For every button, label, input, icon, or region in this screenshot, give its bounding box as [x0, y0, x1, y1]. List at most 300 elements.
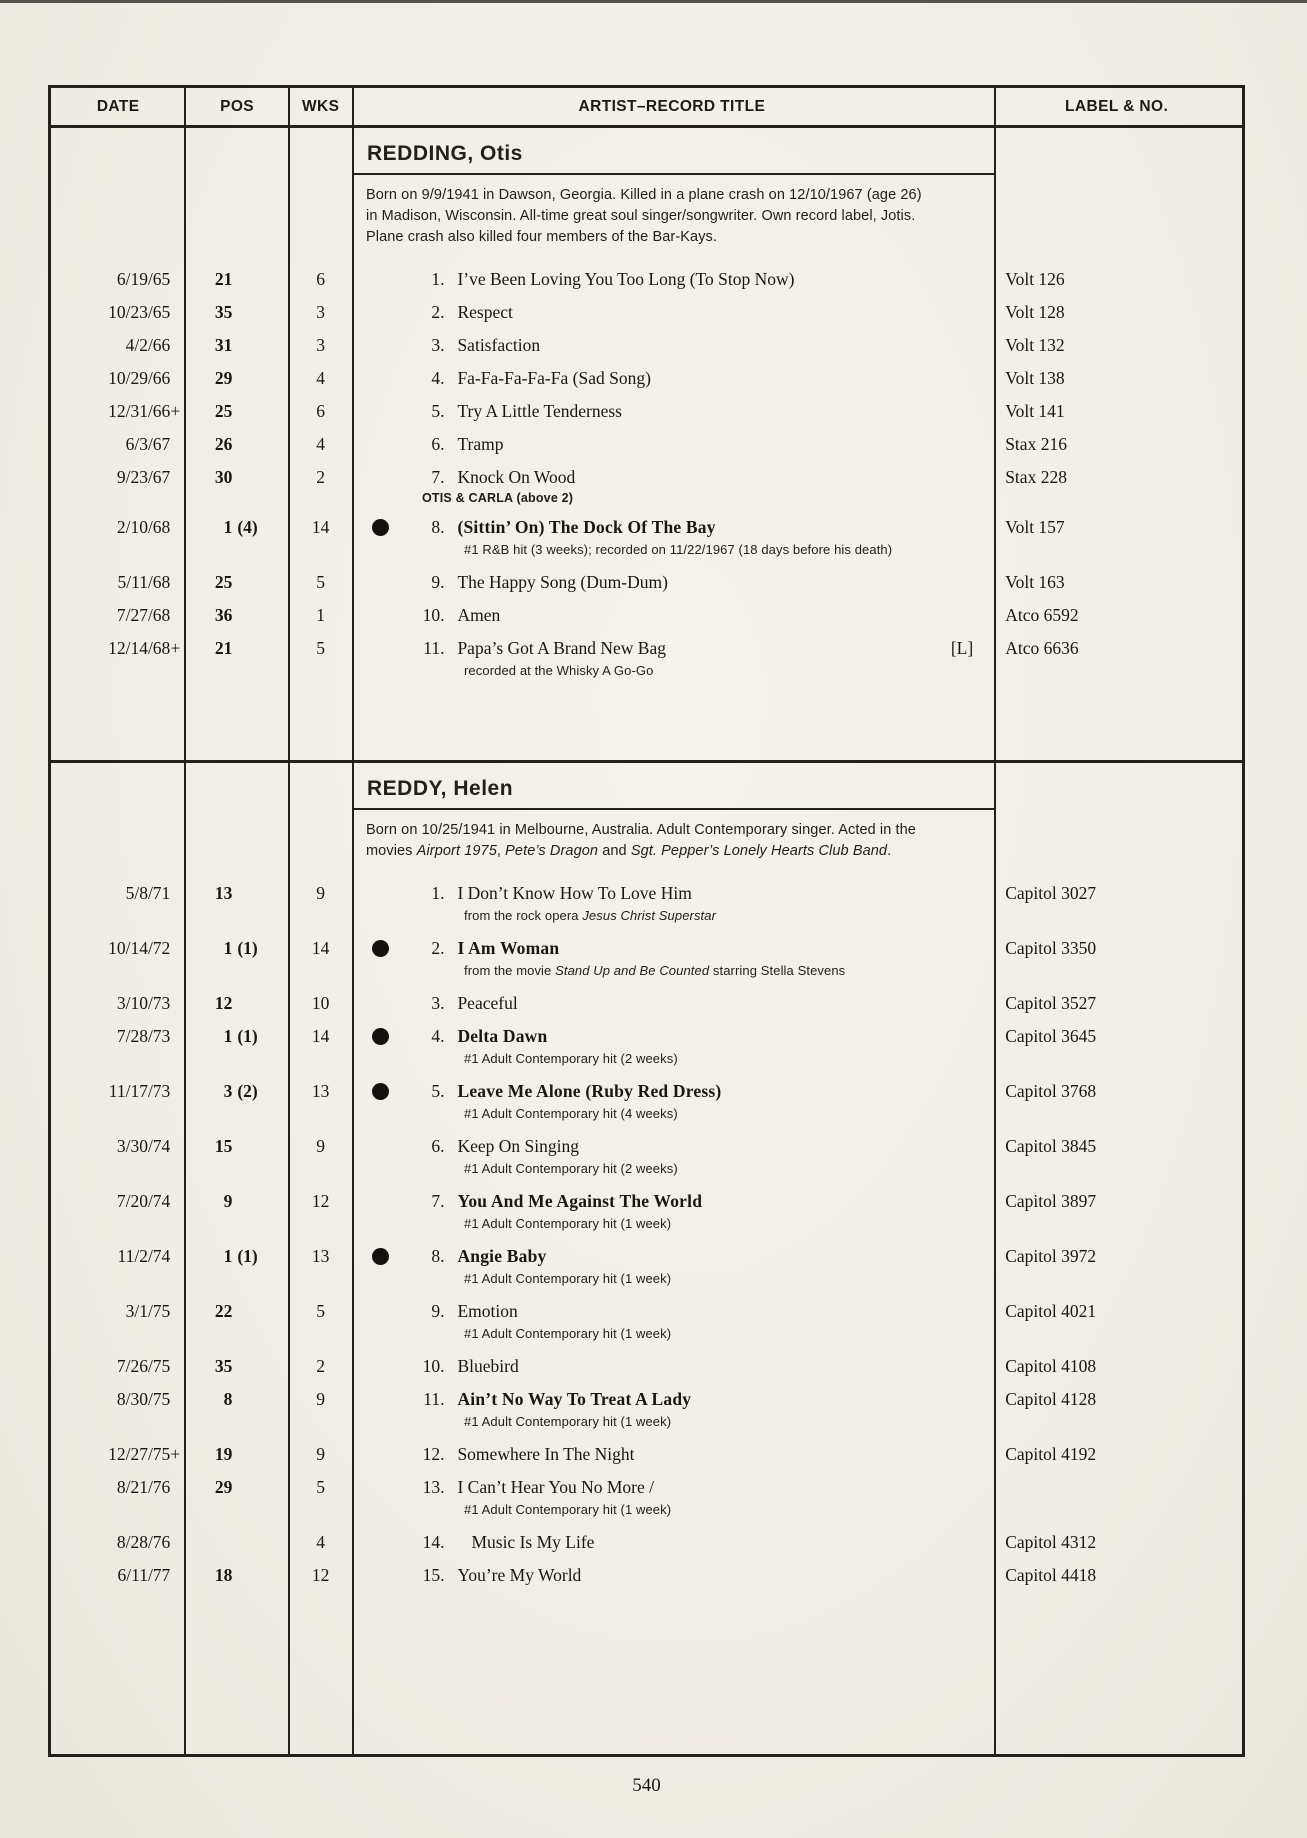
date-plus-suffix [170, 433, 185, 455]
peak-position [185, 367, 288, 389]
song-row [51, 637, 1242, 681]
date-plus-suffix: + [170, 638, 181, 658]
record-title-cell [352, 637, 991, 659]
chart-debut-date [51, 1245, 185, 1267]
song-note [464, 1159, 934, 1179]
song-note [464, 661, 934, 681]
record-label-number: Capitol 3645 [1005, 1026, 1097, 1046]
record-title-cell [352, 604, 991, 626]
record-title-cell [352, 400, 991, 422]
record-title-cell [352, 1443, 991, 1465]
chart-debut-date [51, 268, 185, 290]
song-note [464, 1049, 934, 1069]
record-label-number: Capitol 3845 [1005, 1136, 1097, 1156]
date-value: 7/26/75 [116, 1356, 171, 1376]
record-label-number: Volt 132 [1005, 335, 1065, 355]
column-header-artist-record-title: ARTIST–RECORD TITLE [578, 97, 766, 115]
date-value: 3/1/75 [125, 1301, 171, 1321]
record-label-number: Volt 157 [1005, 517, 1065, 537]
peak-position-value: 29 [214, 368, 233, 388]
peak-position-value: 19 [214, 1444, 233, 1464]
weeks-charted: 4 [316, 434, 325, 454]
weeks-charted: 13 [311, 1246, 330, 1266]
song-row [51, 1476, 1242, 1520]
record-label-number: Capitol 4128 [1005, 1389, 1097, 1409]
peak-position [185, 334, 288, 356]
date-value: 10/14/72 [108, 938, 171, 958]
record-title-cell [352, 1388, 991, 1410]
text-segment: Born on 10/25/1941 in Melbourne, Australia. Adult Contemporary singer. Acted in the movies [366, 822, 916, 859]
record-label-number: Capitol 3027 [1005, 883, 1097, 903]
record-title-cell [352, 334, 991, 356]
song-row [51, 992, 1242, 1014]
date-plus-suffix [170, 1355, 185, 1377]
song-number: 14. [422, 1532, 445, 1552]
weeks-at-peak [232, 1300, 288, 1322]
peak-position-value: 25 [214, 401, 233, 421]
weeks-charted: 5 [316, 572, 325, 592]
song-row [51, 1443, 1242, 1465]
song-title: Fa-Fa-Fa-Fa-Fa (Sad Song) [457, 368, 651, 388]
song-title: You And Me Against The World [457, 1191, 703, 1211]
weeks-charted: 5 [316, 1477, 325, 1497]
weeks-charted: 6 [316, 269, 325, 289]
italic-text-segment: Airport 1975 [416, 843, 497, 859]
song-row-main [51, 1355, 1242, 1377]
song-row-main [51, 1135, 1242, 1157]
song-row [51, 1531, 1242, 1553]
text-segment: from the movie [464, 963, 556, 978]
weeks-at-peak [232, 268, 288, 290]
peak-position-value: 21 [214, 638, 233, 658]
peak-position [185, 466, 288, 488]
song-row [51, 571, 1242, 593]
song-row-main [51, 1476, 1242, 1498]
peak-position-value: 31 [214, 335, 233, 355]
chart-debut-date [51, 1190, 185, 1212]
song-row-main [51, 268, 1242, 290]
record-label-number: Capitol 4192 [1005, 1444, 1097, 1464]
peak-position [185, 1135, 288, 1157]
song-row-main [51, 882, 1242, 904]
date-plus-suffix [170, 571, 185, 593]
date-plus-suffix [170, 1300, 185, 1322]
text-segment: #1 Adult Contemporary hit (2 weeks) [464, 1051, 678, 1066]
date-value: 6/11/77 [117, 1565, 171, 1585]
song-number: 11. [423, 1389, 445, 1409]
text-segment: #1 Adult Contemporary hit (1 week) [464, 1271, 672, 1286]
weeks-charted: 14 [311, 517, 330, 537]
chart-debut-date [51, 1025, 185, 1047]
peak-position-value: 9 [223, 1191, 233, 1211]
song-row-main [51, 433, 1242, 455]
song-number: 10. [422, 1356, 445, 1376]
table-header-row [51, 88, 1242, 128]
song-row-main [51, 1388, 1242, 1410]
date-plus-suffix [170, 1190, 185, 1212]
song-title: Angie Baby [457, 1246, 547, 1266]
chart-debut-date [51, 516, 185, 538]
chart-debut-date [51, 1300, 185, 1322]
chart-debut-date [51, 400, 185, 422]
weeks-charted: 12 [311, 1191, 330, 1211]
date-value: 5/8/71 [125, 883, 171, 903]
song-row [51, 466, 1242, 505]
record-title-cell [352, 1025, 991, 1047]
song-row [51, 516, 1242, 560]
song-row-main [51, 992, 1242, 1014]
weeks-charted: 2 [316, 1356, 325, 1376]
weeks-charted: 9 [316, 883, 325, 903]
song-row [51, 882, 1242, 926]
record-title-cell [352, 367, 991, 389]
song-title: Knock On Wood [457, 467, 576, 487]
peak-position [185, 637, 288, 659]
record-title-cell [352, 1531, 991, 1553]
peak-position [185, 1355, 288, 1377]
weeks-at-peak [232, 882, 288, 904]
song-title: I’ve Been Loving You Too Long (To Stop Now) [457, 269, 795, 289]
text-segment: Born on 9/9/1941 in Dawson, Georgia. Killed in a plane crash on 12/10/1967 (age 26) in Madison, Wisconsin. All-time great soul singer/songwriter. Own record label, Jotis. Plane crash also killed four members of the Bar-Kays. [366, 187, 922, 245]
song-title: Respect [457, 302, 513, 322]
song-title: (Sittin’ On) The Dock Of The Bay [457, 517, 716, 537]
italic-text-segment: Pete’s Dragon [505, 843, 599, 859]
record-label-number: Stax 216 [1005, 434, 1067, 454]
text-segment: starring Stella Stevens [709, 963, 846, 978]
peak-position-value: 18 [214, 1565, 233, 1585]
weeks-at-peak: (1) [237, 1026, 258, 1046]
weeks-at-peak [232, 1443, 288, 1465]
date-value: 11/17/73 [108, 1081, 171, 1101]
song-row-main [51, 334, 1242, 356]
weeks-charted: 14 [311, 938, 330, 958]
chart-debut-date [51, 466, 185, 488]
chart-table [48, 85, 1245, 1757]
weeks-charted: 13 [311, 1081, 330, 1101]
song-number: 11. [423, 638, 445, 658]
live-recording-flag: [L] [950, 638, 974, 658]
chart-debut-date [51, 604, 185, 626]
song-title: Satisfaction [457, 335, 541, 355]
chart-debut-date [51, 571, 185, 593]
weeks-at-peak [232, 367, 288, 389]
date-plus-suffix [170, 1531, 185, 1553]
artist-heading: REDDING, Otis [354, 136, 996, 175]
date-value: 8/30/75 [116, 1389, 171, 1409]
record-title-cell [352, 1135, 991, 1157]
weeks-at-peak: (2) [237, 1081, 258, 1101]
song-number: 12. [422, 1444, 445, 1464]
text-segment: #1 Adult Contemporary hit (1 week) [464, 1326, 672, 1341]
weeks-at-peak [232, 1135, 288, 1157]
peak-position-value: 35 [214, 302, 233, 322]
peak-position [185, 1300, 288, 1322]
peak-position [185, 1190, 288, 1212]
record-label-number: Capitol 3350 [1005, 938, 1097, 958]
song-note [464, 961, 934, 981]
weeks-at-peak: (4) [237, 517, 258, 537]
song-note [464, 1269, 934, 1289]
song-row [51, 1190, 1242, 1234]
song-row-main [51, 1025, 1242, 1047]
peak-position-value: 1 [223, 938, 233, 958]
song-row [51, 1564, 1242, 1586]
peak-position-value: 12 [214, 993, 233, 1013]
record-label-number: Capitol 4312 [1005, 1532, 1097, 1552]
weeks-charted: 6 [316, 401, 325, 421]
weeks-charted: 5 [316, 1301, 325, 1321]
song-title: Try A Little Tenderness [457, 401, 622, 421]
date-plus-suffix [170, 367, 185, 389]
peak-position [185, 1443, 288, 1465]
date-value: 3/10/73 [116, 993, 171, 1013]
song-row [51, 1300, 1242, 1344]
song-row-main [51, 516, 1242, 538]
record-title-cell [352, 516, 991, 538]
song-row-main [51, 1080, 1242, 1102]
peak-position [185, 1025, 288, 1047]
record-title-cell [352, 937, 991, 959]
song-title: Music Is My Life [471, 1532, 595, 1552]
song-row [51, 268, 1242, 290]
song-title: Keep On Singing [457, 1136, 579, 1156]
weeks-charted: 12 [311, 1565, 330, 1585]
peak-position-value: 36 [214, 605, 233, 625]
song-number: 2. [431, 938, 445, 958]
song-row [51, 1245, 1242, 1289]
weeks-at-peak [232, 301, 288, 323]
date-value: 7/27/68 [116, 605, 171, 625]
song-row-main [51, 400, 1242, 422]
column-header-pos: POS [220, 97, 255, 115]
song-number: 9. [431, 572, 445, 592]
song-title: Ain’t No Way To Treat A Lady [457, 1389, 692, 1409]
songs-list [51, 268, 1242, 681]
song-number: 8. [431, 517, 445, 537]
date-plus-suffix [170, 466, 185, 488]
record-title-cell [352, 1245, 991, 1267]
peak-position [185, 516, 288, 538]
date-plus-suffix [170, 1025, 185, 1047]
song-row [51, 301, 1242, 323]
peak-position-value: 3 [223, 1081, 233, 1101]
chart-debut-date [51, 301, 185, 323]
peak-position [185, 882, 288, 904]
peak-position [185, 1388, 288, 1410]
song-row [51, 1080, 1242, 1124]
record-label-number: Volt 138 [1005, 368, 1065, 388]
chart-debut-date [51, 334, 185, 356]
date-value: 12/31/66 [108, 401, 171, 421]
date-value: 12/14/68 [108, 638, 171, 658]
songs-list [51, 882, 1242, 1586]
song-row-main [51, 301, 1242, 323]
chart-debut-date [51, 367, 185, 389]
weeks-at-peak [232, 1476, 288, 1498]
chart-debut-date [51, 433, 185, 455]
date-plus-suffix [170, 301, 185, 323]
chart-debut-date [51, 637, 185, 659]
peak-position [185, 1564, 288, 1586]
song-number: 6. [431, 1136, 445, 1156]
chart-debut-date [51, 1080, 185, 1102]
song-note [464, 1412, 934, 1432]
song-row [51, 334, 1242, 356]
song-number: 4. [431, 1026, 445, 1046]
weeks-at-peak [232, 400, 288, 422]
peak-position-value: 15 [214, 1136, 233, 1156]
song-row-main [51, 937, 1242, 959]
song-row-main [51, 367, 1242, 389]
weeks-charted: 9 [316, 1389, 325, 1409]
song-row [51, 433, 1242, 455]
peak-position [185, 1245, 288, 1267]
song-number: 6. [431, 434, 445, 454]
date-value: 7/20/74 [116, 1191, 171, 1211]
date-plus-suffix [170, 1564, 185, 1586]
record-title-cell [352, 1300, 991, 1322]
date-plus-suffix [170, 268, 185, 290]
song-row-main [51, 637, 1242, 659]
record-title-cell [352, 992, 991, 1014]
record-title-cell [352, 1564, 991, 1586]
peak-position [185, 400, 288, 422]
date-plus-suffix [170, 1080, 185, 1102]
artist-section [51, 128, 1242, 763]
peak-position [185, 571, 288, 593]
song-row-main [51, 466, 1242, 488]
chart-debut-date [51, 1443, 185, 1465]
peak-position-value: 1 [223, 517, 233, 537]
peak-position-value: 1 [223, 1246, 233, 1266]
record-title-cell [352, 1355, 991, 1377]
chart-debut-date [51, 1135, 185, 1157]
song-number: 13. [422, 1477, 445, 1497]
record-title-cell [352, 433, 991, 455]
scan-top-edge [0, 0, 1307, 3]
weeks-charted: 5 [316, 638, 325, 658]
weeks-at-peak [232, 334, 288, 356]
song-number: 15. [422, 1565, 445, 1585]
weeks-at-peak [232, 1355, 288, 1377]
song-row [51, 1388, 1242, 1432]
peak-position [185, 301, 288, 323]
text-segment: #1 Adult Contemporary hit (2 weeks) [464, 1161, 678, 1176]
italic-text-segment: Jesus Christ Superstar [582, 908, 717, 923]
text-segment: from the rock opera [464, 908, 583, 923]
weeks-charted: 9 [316, 1136, 325, 1156]
song-note [464, 1214, 934, 1234]
song-note [464, 906, 934, 926]
peak-position-value: 1 [223, 1026, 233, 1046]
peak-position-value: 35 [214, 1356, 233, 1376]
song-title: Emotion [457, 1301, 518, 1321]
date-value: 11/2/74 [117, 1246, 171, 1266]
peak-position-value: 25 [214, 572, 233, 592]
song-row-main [51, 604, 1242, 626]
italic-text-segment: Stand Up and Be Counted [555, 963, 710, 978]
record-label-number: Capitol 3768 [1005, 1081, 1097, 1101]
chart-debut-date [51, 1388, 185, 1410]
date-plus-suffix [170, 1388, 185, 1410]
song-title: Bluebird [457, 1356, 519, 1376]
page-number: 540 [632, 1775, 661, 1796]
date-plus-suffix [170, 1135, 185, 1157]
song-title: Tramp [457, 434, 504, 454]
weeks-at-peak [232, 466, 288, 488]
chart-debut-date [51, 1476, 185, 1498]
song-number: 9. [431, 1301, 445, 1321]
weeks-charted: 4 [316, 1532, 325, 1552]
date-value: 12/27/75 [108, 1444, 171, 1464]
peak-position-value: 26 [214, 434, 233, 454]
artist-bio [366, 820, 922, 862]
date-plus-suffix: + [170, 401, 181, 421]
weeks-at-peak [232, 637, 288, 659]
song-title: I Can’t Hear You No More / [457, 1477, 654, 1497]
weeks-charted: 2 [316, 467, 325, 487]
song-number: 2. [431, 302, 445, 322]
record-label-number: Capitol 4021 [1005, 1301, 1097, 1321]
record-title-cell [352, 882, 991, 904]
song-row [51, 400, 1242, 422]
italic-text-segment: Sgt. Pepper’s Lonely Hearts Club Band [630, 843, 888, 859]
text-segment: . [887, 843, 892, 859]
date-plus-suffix [170, 604, 185, 626]
date-plus-suffix [170, 516, 185, 538]
record-label-number: Volt 163 [1005, 572, 1065, 592]
text-segment: #1 Adult Contemporary hit (1 week) [464, 1414, 672, 1429]
song-number: 4. [431, 368, 445, 388]
weeks-charted: 4 [316, 368, 325, 388]
weeks-at-peak [232, 992, 288, 1014]
song-title: You’re My World [457, 1565, 582, 1585]
record-title-cell [352, 571, 991, 593]
song-row-main [51, 1531, 1242, 1553]
peak-position [185, 604, 288, 626]
song-row-main [51, 1443, 1242, 1465]
text-segment: #1 Adult Contemporary hit (1 week) [464, 1216, 672, 1231]
date-value: 4/2/66 [125, 335, 171, 355]
date-value: 6/3/67 [125, 434, 171, 454]
record-label-number: Capitol 3972 [1005, 1246, 1097, 1266]
record-title-cell [352, 301, 991, 323]
song-row [51, 1355, 1242, 1377]
peak-position-value: 30 [214, 467, 233, 487]
song-number: 7. [431, 467, 445, 487]
weeks-charted: 3 [316, 335, 325, 355]
song-title: Leave Me Alone (Ruby Red Dress) [457, 1081, 722, 1101]
peak-position [185, 1080, 288, 1102]
peak-position [185, 937, 288, 959]
record-title-cell [352, 1476, 991, 1498]
text-segment: and [598, 843, 631, 859]
song-row [51, 1025, 1242, 1069]
text-segment: #1 Adult Contemporary hit (1 week) [464, 1502, 672, 1517]
weeks-charted: 10 [311, 993, 330, 1013]
date-value: 10/23/65 [108, 302, 171, 322]
date-value: 8/21/76 [116, 1477, 171, 1497]
peak-position [185, 268, 288, 290]
song-note [464, 1500, 934, 1520]
text-segment: #1 R&B hit (3 weeks); recorded on 11/22/1967 (18 days before his death) [464, 542, 893, 557]
song-title: Amen [457, 605, 501, 625]
peak-position-value: 29 [214, 1477, 233, 1497]
record-label-number: Atco 6636 [1005, 638, 1079, 658]
date-value: 2/10/68 [116, 517, 171, 537]
date-value: 5/11/68 [117, 572, 171, 592]
date-value: 6/19/65 [116, 269, 171, 289]
